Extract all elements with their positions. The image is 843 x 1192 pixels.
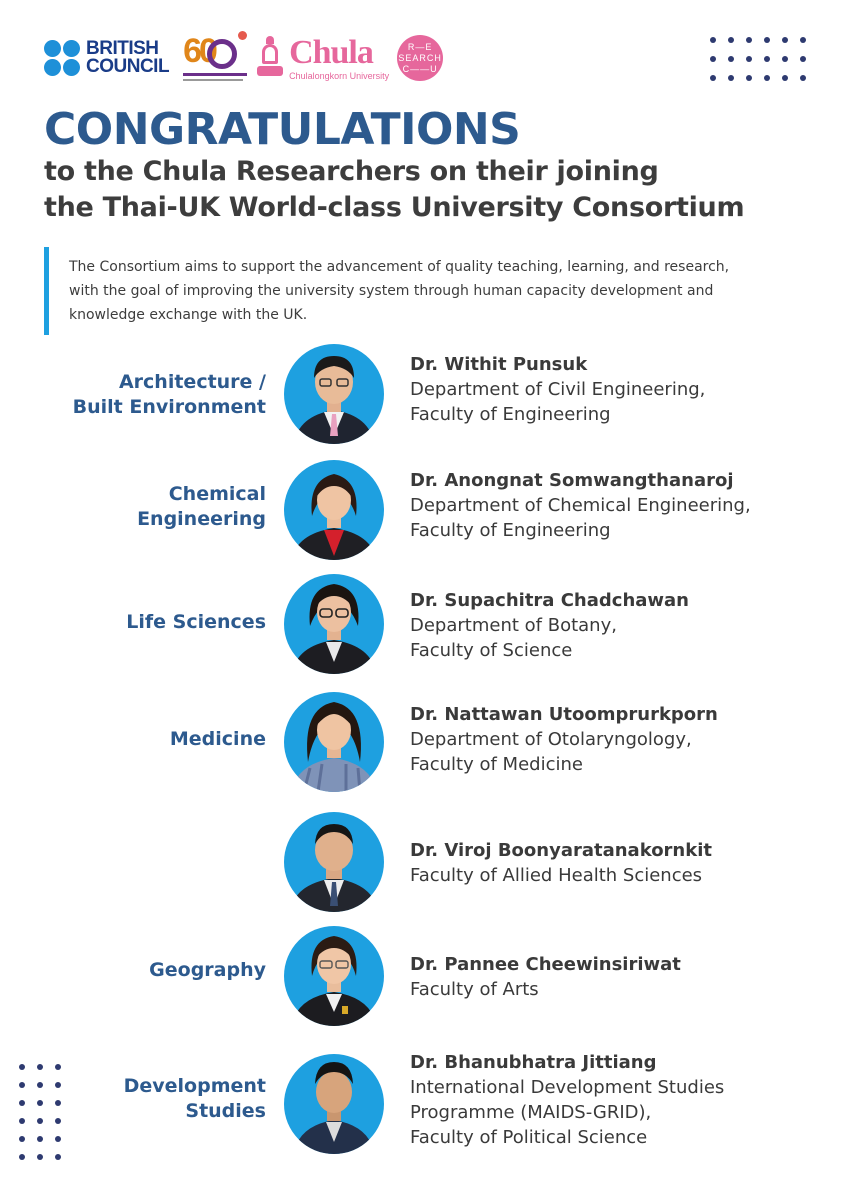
researcher-name: Dr. Viroj Boonyaratanakornkit	[410, 840, 712, 861]
researcher-name: Dr. Pannee Cheewinsiriwat	[410, 954, 681, 975]
research-field: Chemical Engineering	[137, 483, 266, 530]
researcher-affiliation: Department of Botany,	[410, 615, 617, 636]
research-cu-badge: R—E SEARCH C——U	[397, 35, 443, 81]
researcher-affiliation: Programme (MAIDS-GRID),	[410, 1102, 652, 1123]
sixty-number: 60	[183, 32, 215, 70]
researcher-affiliation: Faculty of Allied Health Sciences	[410, 865, 703, 886]
researcher-row	[0, 448, 843, 566]
british-council-dots-icon	[44, 40, 80, 76]
researcher-affiliation: Department of Civil Engineering,	[410, 379, 706, 400]
chula-logo	[289, 33, 390, 81]
researcher-affiliation: International Development Studies	[410, 1077, 725, 1098]
researcher-name: Dr. Nattawan Utoomprurkporn	[410, 704, 718, 725]
page-subtitle	[44, 154, 744, 226]
chula-word: Chula	[289, 33, 373, 71]
intro-text: The Consortium aims to support the advancement of quality teaching, learning, and research, with the goal of improving the university system through human capacity development and knowledge exchange with the UK.	[69, 259, 730, 323]
decorative-dots-top	[710, 37, 806, 81]
british-council-logo	[44, 40, 169, 76]
researcher-info	[410, 952, 681, 1002]
researcher-name: Dr. Bhanubhatra Jittiang	[410, 1052, 657, 1073]
researcher-photo	[284, 460, 384, 560]
researcher-info	[410, 588, 689, 663]
research-field: Life Sciences	[126, 611, 266, 633]
intro-accent-bar	[44, 247, 49, 335]
researcher-row	[0, 566, 843, 682]
researcher-info	[410, 352, 705, 427]
british-council-word-2: COUNCIL	[86, 56, 170, 77]
researcher-affiliation: Department of Chemical Engineering,	[410, 495, 751, 516]
research-field: Architecture / Built Environment	[72, 371, 266, 418]
chula-subtitle: Chulalongkorn University	[289, 70, 390, 81]
person-portrait-icon	[284, 1054, 384, 1154]
researcher-photo	[284, 926, 384, 1026]
intro-block	[44, 247, 809, 335]
researcher-affiliation: Faculty of Medicine	[410, 754, 583, 775]
researcher-row	[0, 800, 843, 920]
researcher-name: Dr. Withit Punsuk	[410, 354, 588, 375]
researcher-affiliation: Faculty of Political Science	[410, 1127, 648, 1148]
researcher-photo	[284, 344, 384, 444]
researcher-affiliation: Faculty of Engineering	[410, 404, 611, 425]
person-portrait-icon	[284, 574, 384, 674]
researcher-affiliation: Department of Otolaryngology,	[410, 729, 692, 750]
subtitle-line-1: to the Chula Researchers on their joining	[44, 156, 659, 187]
person-portrait-icon	[284, 344, 384, 444]
researcher-affiliation: Faculty of Engineering	[410, 520, 611, 541]
researcher-name: Dr. Supachitra Chadchawan	[410, 590, 689, 611]
person-portrait-icon	[284, 692, 384, 792]
person-portrait-icon	[284, 460, 384, 560]
research-field: Development Studies	[123, 1075, 266, 1122]
research-field: Geography	[149, 959, 266, 981]
research-field: Medicine	[169, 728, 266, 750]
page-title: CONGRATULATIONS	[44, 104, 521, 155]
researcher-photo	[284, 574, 384, 674]
researcher-row	[0, 918, 843, 1038]
partner-logos	[44, 30, 443, 86]
researcher-row	[0, 1036, 843, 1186]
sixty-years-logo	[183, 33, 247, 83]
person-portrait-icon	[284, 926, 384, 1026]
researcher-row	[0, 682, 843, 802]
chula-crest-icon	[257, 36, 283, 80]
researcher-info	[410, 468, 751, 543]
researcher-photo	[284, 812, 384, 912]
subtitle-line-2: the Thai-UK World-class University Consortium	[44, 192, 745, 223]
researcher-info	[410, 838, 712, 888]
researcher-photo	[284, 1054, 384, 1154]
person-portrait-icon	[284, 812, 384, 912]
british-council-word-1: BRITISH	[86, 38, 159, 59]
researcher-name: Dr. Anongnat Somwangthanaroj	[410, 470, 734, 491]
researcher-affiliation: Faculty of Arts	[410, 979, 539, 1000]
researcher-info	[410, 702, 718, 777]
researcher-photo	[284, 692, 384, 792]
researcher-affiliation: Faculty of Science	[410, 640, 573, 661]
researcher-row	[0, 332, 843, 450]
researcher-info	[410, 1050, 724, 1150]
